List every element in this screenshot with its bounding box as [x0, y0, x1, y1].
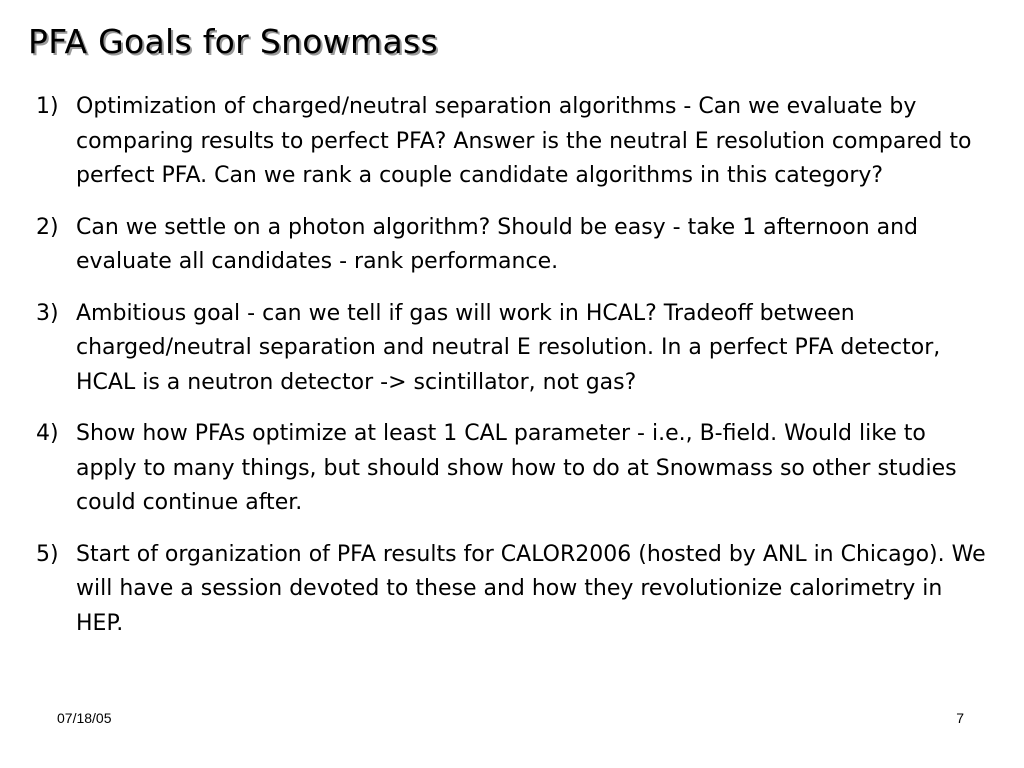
list-item [36, 297, 986, 401]
list-item [36, 90, 986, 194]
item-number: 2) [36, 214, 59, 240]
goals-list [36, 90, 986, 658]
item-text: Start of organization of PFA results for CALOR2006 (hosted by ANL in Chicago). We will have a session devoted to these and how they revolutionize calorimetry in HEP. [76, 541, 986, 636]
item-number: 5) [36, 541, 59, 567]
item-number: 3) [36, 300, 59, 326]
item-number: 4) [36, 421, 59, 446]
list-item [36, 538, 986, 642]
list-item [36, 417, 986, 521]
footer-date: 07/18/05 [57, 710, 112, 726]
item-number: 1) [36, 94, 59, 119]
page-number: 7 [956, 710, 964, 726]
list-item [36, 211, 986, 280]
item-text: Optimization of charged/neutral separation algorithms - Can we evaluate by comparing results to perfect PFA? Answer is the neutral E resolution compared to perfect PFA. Can we rank a couple candidate algorithms in this category? [76, 94, 972, 188]
item-text: Show how PFAs optimize at least 1 CAL parameter - i.e., B-field. Would like to apply to many things, but should show how to do at Snowmass so other studies could continue after. [76, 421, 957, 515]
item-text: Ambitious goal - can we tell if gas will work in HCAL? Tradeoff between charged/neutral separation and neutral E resolution. In a perfect PFA detector, HCAL is a neutron detector -> scintillator, not gas? [76, 300, 941, 395]
item-text: Can we settle on a photon algorithm? Should be easy - take 1 afternoon and evaluate all candidates - rank performance. [76, 214, 919, 274]
slide-title: PFA Goals for Snowmass [28, 22, 439, 61]
